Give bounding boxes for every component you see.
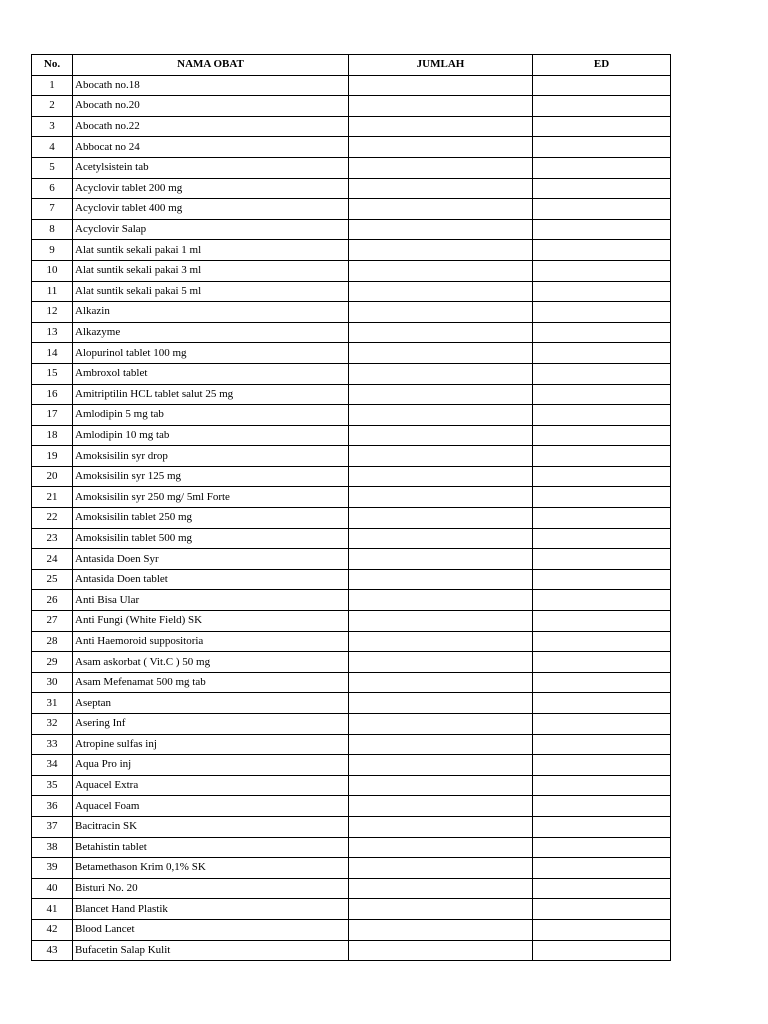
medicine-name-cell: Aquacel Foam	[73, 796, 349, 817]
medicine-name-cell: Abocath no.22	[73, 116, 349, 137]
quantity-cell[interactable]	[349, 569, 533, 590]
medicine-name-cell: Asam askorbat ( Vit.C ) 50 mg	[73, 652, 349, 673]
header-expiry-date: ED	[533, 55, 671, 76]
medicine-name-cell: Abocath no.20	[73, 96, 349, 117]
row-number: 38	[32, 837, 73, 858]
expiry-date-cell[interactable]	[533, 693, 671, 714]
quantity-cell[interactable]	[349, 178, 533, 199]
medicine-name-cell: Amlodipin 10 mg tab	[73, 425, 349, 446]
expiry-date-cell[interactable]	[533, 796, 671, 817]
table-row	[32, 858, 671, 879]
expiry-date-cell[interactable]	[533, 219, 671, 240]
medicine-name-cell: Anti Fungi (White Field) SK	[73, 611, 349, 632]
table-row	[32, 363, 671, 384]
expiry-date-cell[interactable]	[533, 363, 671, 384]
table-row	[32, 343, 671, 364]
quantity-cell[interactable]	[349, 75, 533, 96]
expiry-date-cell[interactable]	[533, 281, 671, 302]
expiry-date-cell[interactable]	[533, 816, 671, 837]
quantity-cell[interactable]	[349, 343, 533, 364]
medicine-name-cell: Bufacetin Salap Kulit	[73, 940, 349, 961]
row-number: 42	[32, 919, 73, 940]
table-row	[32, 116, 671, 137]
row-number: 12	[32, 302, 73, 323]
row-number: 33	[32, 734, 73, 755]
medicine-name-cell: Alat suntik sekali pakai 1 ml	[73, 240, 349, 261]
quantity-cell[interactable]	[349, 590, 533, 611]
row-number: 9	[32, 240, 73, 261]
row-number: 29	[32, 652, 73, 673]
table-row	[32, 837, 671, 858]
table-row	[32, 446, 671, 467]
medicine-name-cell: Blood Lancet	[73, 919, 349, 940]
row-number: 30	[32, 672, 73, 693]
expiry-date-cell[interactable]	[533, 178, 671, 199]
quantity-cell[interactable]	[349, 837, 533, 858]
row-number: 17	[32, 405, 73, 426]
medicine-name-cell: Acyclovir tablet 200 mg	[73, 178, 349, 199]
expiry-date-cell[interactable]	[533, 858, 671, 879]
row-number: 31	[32, 693, 73, 714]
medicine-name-cell: Blancet Hand Plastik	[73, 899, 349, 920]
medicine-name-cell: Antasida Doen Syr	[73, 549, 349, 570]
medicine-name-cell: Amoksisilin syr 250 mg/ 5ml Forte	[73, 487, 349, 508]
medicine-name-cell: Betahistin tablet	[73, 837, 349, 858]
row-number: 4	[32, 137, 73, 158]
table-row	[32, 816, 671, 837]
quantity-cell[interactable]	[349, 775, 533, 796]
table-row	[32, 157, 671, 178]
row-number: 28	[32, 631, 73, 652]
quantity-cell[interactable]	[349, 858, 533, 879]
table-header	[32, 55, 671, 76]
table-row	[32, 611, 671, 632]
row-number: 26	[32, 590, 73, 611]
medicine-name-cell: Alat suntik sekali pakai 3 ml	[73, 260, 349, 281]
medicine-name-cell: Amoksisilin tablet 250 mg	[73, 508, 349, 529]
quantity-cell[interactable]	[349, 425, 533, 446]
expiry-date-cell[interactable]	[533, 940, 671, 961]
row-number: 13	[32, 322, 73, 343]
quantity-cell[interactable]	[349, 631, 533, 652]
quantity-cell[interactable]	[349, 260, 533, 281]
table-row	[32, 199, 671, 220]
medicine-name-cell: Alopurinol tablet 100 mg	[73, 343, 349, 364]
row-number: 27	[32, 611, 73, 632]
medicine-name-cell: Amoksisilin syr 125 mg	[73, 466, 349, 487]
quantity-cell[interactable]	[349, 96, 533, 117]
row-number: 40	[32, 878, 73, 899]
quantity-cell[interactable]	[349, 446, 533, 467]
expiry-date-cell[interactable]	[533, 260, 671, 281]
quantity-cell[interactable]	[349, 405, 533, 426]
row-number: 2	[32, 96, 73, 117]
medicine-name-cell: Alat suntik sekali pakai 5 ml	[73, 281, 349, 302]
expiry-date-cell[interactable]	[533, 137, 671, 158]
row-number: 24	[32, 549, 73, 570]
table-row	[32, 302, 671, 323]
table-row	[32, 631, 671, 652]
expiry-date-cell[interactable]	[533, 899, 671, 920]
expiry-date-cell[interactable]	[533, 734, 671, 755]
quantity-cell[interactable]	[349, 219, 533, 240]
expiry-date-cell[interactable]	[533, 672, 671, 693]
table-row	[32, 528, 671, 549]
quantity-cell[interactable]	[349, 652, 533, 673]
table-row	[32, 487, 671, 508]
quantity-cell[interactable]	[349, 816, 533, 837]
quantity-cell[interactable]	[349, 796, 533, 817]
row-number: 36	[32, 796, 73, 817]
expiry-date-cell[interactable]	[533, 384, 671, 405]
quantity-cell[interactable]	[349, 549, 533, 570]
medicine-name-cell: Ambroxol tablet	[73, 363, 349, 384]
header-quantity: JUMLAH	[349, 55, 533, 76]
expiry-date-cell[interactable]	[533, 878, 671, 899]
row-number: 39	[32, 858, 73, 879]
row-number: 34	[32, 755, 73, 776]
table-row	[32, 178, 671, 199]
medicine-name-cell: Alkazin	[73, 302, 349, 323]
quantity-cell[interactable]	[349, 487, 533, 508]
quantity-cell[interactable]	[349, 919, 533, 940]
table-row	[32, 940, 671, 961]
quantity-cell[interactable]	[349, 755, 533, 776]
table-row	[32, 714, 671, 735]
medicine-name-cell: Abbocat no 24	[73, 137, 349, 158]
expiry-date-cell[interactable]	[533, 611, 671, 632]
table-row	[32, 75, 671, 96]
header-no: No.	[32, 55, 73, 76]
header-row	[32, 55, 671, 76]
table-row	[32, 693, 671, 714]
quantity-cell[interactable]	[349, 137, 533, 158]
expiry-date-cell[interactable]	[533, 569, 671, 590]
quantity-cell[interactable]	[349, 322, 533, 343]
row-number: 37	[32, 816, 73, 837]
quantity-cell[interactable]	[349, 878, 533, 899]
medicine-name-cell: Aqua Pro inj	[73, 755, 349, 776]
row-number: 8	[32, 219, 73, 240]
quantity-cell[interactable]	[349, 672, 533, 693]
row-number: 11	[32, 281, 73, 302]
expiry-date-cell[interactable]	[533, 714, 671, 735]
table-row	[32, 281, 671, 302]
expiry-date-cell[interactable]	[533, 116, 671, 137]
quantity-cell[interactable]	[349, 714, 533, 735]
quantity-cell[interactable]	[349, 466, 533, 487]
quantity-cell[interactable]	[349, 157, 533, 178]
table-row	[32, 137, 671, 158]
quantity-cell[interactable]	[349, 940, 533, 961]
medicine-name-cell: Acyclovir Salap	[73, 219, 349, 240]
quantity-cell[interactable]	[349, 281, 533, 302]
row-number: 35	[32, 775, 73, 796]
expiry-date-cell[interactable]	[533, 528, 671, 549]
medicine-name-cell: Amlodipin 5 mg tab	[73, 405, 349, 426]
row-number: 10	[32, 260, 73, 281]
table-row	[32, 425, 671, 446]
table-row	[32, 466, 671, 487]
row-number: 5	[32, 157, 73, 178]
row-number: 20	[32, 466, 73, 487]
quantity-cell[interactable]	[349, 240, 533, 261]
table-row	[32, 590, 671, 611]
row-number: 25	[32, 569, 73, 590]
medicine-name-cell: Asam Mefenamat 500 mg tab	[73, 672, 349, 693]
row-number: 23	[32, 528, 73, 549]
quantity-cell[interactable]	[349, 116, 533, 137]
quantity-cell[interactable]	[349, 611, 533, 632]
table-row	[32, 322, 671, 343]
medicine-name-cell: Asering Inf	[73, 714, 349, 735]
medicine-name-cell: Bacitracin SK	[73, 816, 349, 837]
expiry-date-cell[interactable]	[533, 75, 671, 96]
expiry-date-cell[interactable]	[533, 487, 671, 508]
table-row	[32, 508, 671, 529]
medicine-name-cell: Anti Bisa Ular	[73, 590, 349, 611]
medicine-name-cell: Abocath no.18	[73, 75, 349, 96]
table-row	[32, 96, 671, 117]
medicine-name-cell: Atropine sulfas inj	[73, 734, 349, 755]
medicine-name-cell: Alkazyme	[73, 322, 349, 343]
medicine-name-cell: Acyclovir tablet 400 mg	[73, 199, 349, 220]
table-row	[32, 775, 671, 796]
medicine-name-cell: Bisturi No. 20	[73, 878, 349, 899]
row-number: 19	[32, 446, 73, 467]
medicine-name-cell: Anti Haemoroid suppositoria	[73, 631, 349, 652]
table-body	[32, 75, 671, 961]
quantity-cell[interactable]	[349, 508, 533, 529]
table-row	[32, 878, 671, 899]
expiry-date-cell[interactable]	[533, 837, 671, 858]
expiry-date-cell[interactable]	[533, 919, 671, 940]
medicine-inventory-table	[31, 54, 671, 961]
quantity-cell[interactable]	[349, 384, 533, 405]
row-number: 16	[32, 384, 73, 405]
expiry-date-cell[interactable]	[533, 96, 671, 117]
table-row	[32, 549, 671, 570]
expiry-date-cell[interactable]	[533, 775, 671, 796]
expiry-date-cell[interactable]	[533, 302, 671, 323]
medicine-name-cell: Aquacel Extra	[73, 775, 349, 796]
row-number: 21	[32, 487, 73, 508]
medicine-name-cell: Aseptan	[73, 693, 349, 714]
table-row	[32, 260, 671, 281]
expiry-date-cell[interactable]	[533, 652, 671, 673]
expiry-date-cell[interactable]	[533, 322, 671, 343]
expiry-date-cell[interactable]	[533, 405, 671, 426]
header-medicine-name: NAMA OBAT	[73, 55, 349, 76]
expiry-date-cell[interactable]	[533, 466, 671, 487]
quantity-cell[interactable]	[349, 528, 533, 549]
medicine-name-cell: Amitriptilin HCL tablet salut 25 mg	[73, 384, 349, 405]
expiry-date-cell[interactable]	[533, 590, 671, 611]
table-row	[32, 734, 671, 755]
row-number: 15	[32, 363, 73, 384]
medicine-name-cell: Betamethason Krim 0,1% SK	[73, 858, 349, 879]
expiry-date-cell[interactable]	[533, 508, 671, 529]
row-number: 22	[32, 508, 73, 529]
expiry-date-cell[interactable]	[533, 631, 671, 652]
expiry-date-cell[interactable]	[533, 425, 671, 446]
row-number: 6	[32, 178, 73, 199]
row-number: 43	[32, 940, 73, 961]
table-row	[32, 755, 671, 776]
row-number: 32	[32, 714, 73, 735]
medicine-name-cell: Antasida Doen tablet	[73, 569, 349, 590]
table-row	[32, 405, 671, 426]
expiry-date-cell[interactable]	[533, 755, 671, 776]
row-number: 7	[32, 199, 73, 220]
expiry-date-cell[interactable]	[533, 549, 671, 570]
row-number: 1	[32, 75, 73, 96]
quantity-cell[interactable]	[349, 734, 533, 755]
row-number: 3	[32, 116, 73, 137]
row-number: 41	[32, 899, 73, 920]
expiry-date-cell[interactable]	[533, 199, 671, 220]
expiry-date-cell[interactable]	[533, 446, 671, 467]
row-number: 18	[32, 425, 73, 446]
medicine-name-cell: Acetylsistein tab	[73, 157, 349, 178]
table-row	[32, 899, 671, 920]
table-row	[32, 672, 671, 693]
expiry-date-cell[interactable]	[533, 343, 671, 364]
table-row	[32, 919, 671, 940]
expiry-date-cell[interactable]	[533, 157, 671, 178]
table-row	[32, 796, 671, 817]
quantity-cell[interactable]	[349, 199, 533, 220]
table-row	[32, 652, 671, 673]
quantity-cell[interactable]	[349, 899, 533, 920]
medicine-name-cell: Amoksisilin syr drop	[73, 446, 349, 467]
table-row	[32, 384, 671, 405]
table-row	[32, 569, 671, 590]
table-row	[32, 240, 671, 261]
expiry-date-cell[interactable]	[533, 240, 671, 261]
row-number: 14	[32, 343, 73, 364]
medicine-name-cell: Amoksisilin tablet 500 mg	[73, 528, 349, 549]
quantity-cell[interactable]	[349, 302, 533, 323]
table-row	[32, 219, 671, 240]
quantity-cell[interactable]	[349, 363, 533, 384]
quantity-cell[interactable]	[349, 693, 533, 714]
